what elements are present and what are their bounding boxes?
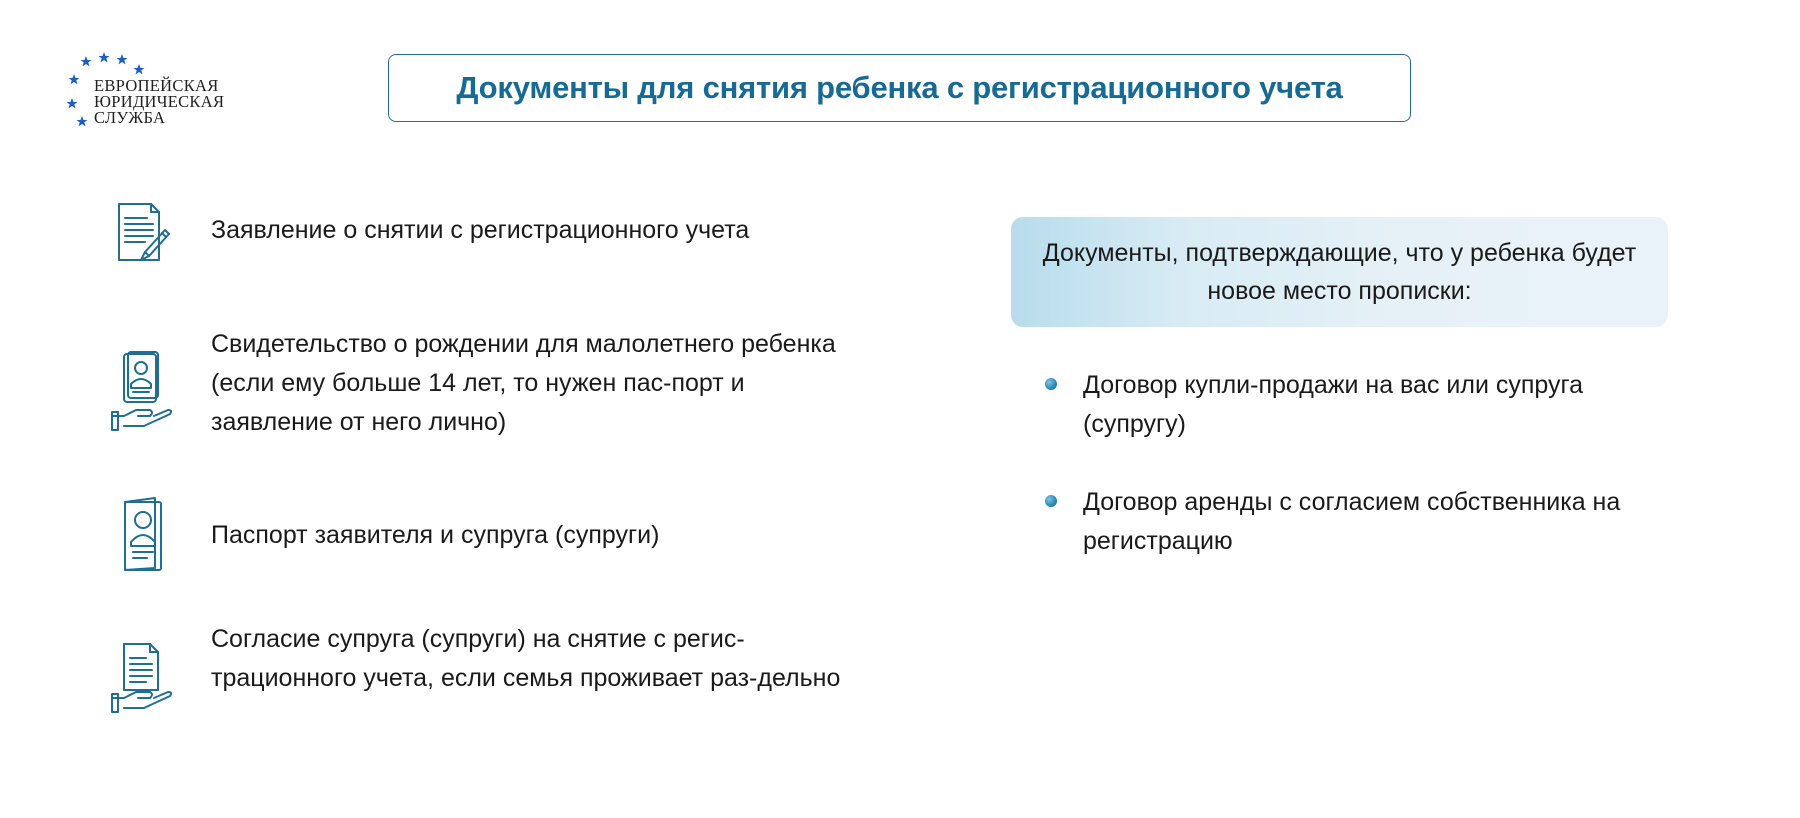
list-item-text: Паспорт заявителя и супруга (супруги) [211,521,660,549]
list-item-text: Свидетельство о рождении для малолетнего ребенка (если ему больше 14 лет, то нужен пас-порт и заявление от него лично) [211,330,836,436]
document-hand-icon [108,640,178,716]
list-item [108,198,750,268]
list-item [108,330,836,436]
list-item [108,497,660,571]
logo-line-3: СЛУЖБА [94,108,166,127]
info-panel-heading: Документы, подтверждающие, что у ребенка будет новое место прописки: [1042,239,1637,305]
info-panel [1011,217,1668,327]
passport-icon [108,497,178,571]
bullet-text: Договор купли-продажи на вас или супруга (супругу) [1083,371,1583,438]
page-title-box [388,54,1411,122]
company-logo [66,48,256,138]
list-item-text: Согласие супруга (супруги) на снятие с регис-трационного учета, если семья проживает раз-дельно [211,625,841,692]
bullet-dot-icon [1045,495,1057,507]
logo-line-1: ЕВРОПЕЙСКАЯ [94,76,219,95]
bullet-text: Договор аренды с согласием собственника на регистрацию [1083,488,1621,555]
page-title: Документы для снятия ребенка с регистрационного учета [456,70,1343,105]
list-item [108,625,841,716]
id-card-hand-icon [108,350,178,436]
list-item-text: Заявление о снятии с регистрационного учета [211,216,750,244]
bullet-dot-icon [1045,378,1057,390]
document-pen-icon [108,198,178,268]
logo-line-2: ЮРИДИЧЕСКАЯ [94,92,225,111]
